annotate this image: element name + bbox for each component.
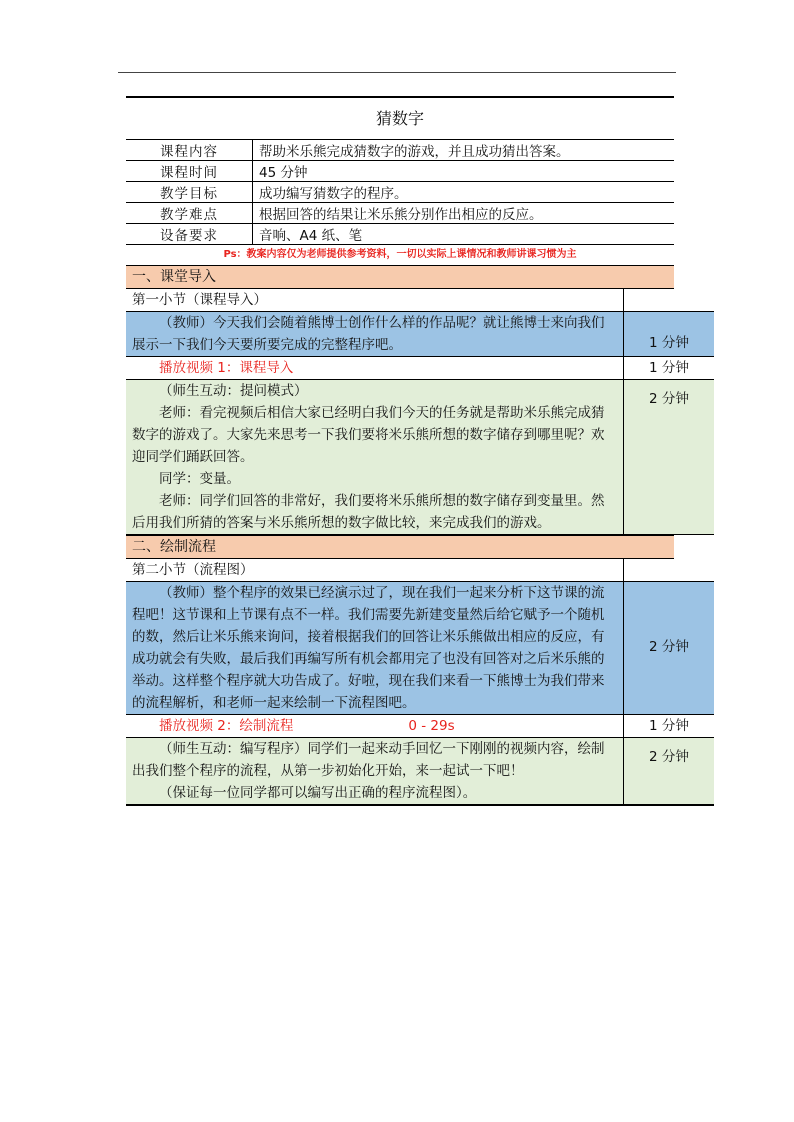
info-label: 课程时间 — [126, 161, 253, 182]
subsection-row — [126, 289, 714, 312]
info-row-content — [126, 140, 674, 161]
duration: 1 分钟 — [623, 312, 714, 357]
time-cell — [623, 559, 714, 582]
section-heading: 一、课堂导入 — [126, 265, 674, 289]
interaction-line: 老师：同学们回答的非常好，我们要将米乐熊所想的数字储存到变量里。然后用我们所猜的答案与米乐熊所想的数字做比较，来完成我们的游戏。 — [132, 493, 605, 531]
interaction-line: 同学：变量。 — [159, 471, 240, 487]
subsection-title: 第二小节（流程图） — [126, 559, 623, 582]
page-title: 猜数字 — [126, 96, 674, 140]
teacher-text: （教师）整个程序的效果已经演示过了，现在我们一起来分析下这节课的流程吧！这节课和上节课有点不一样。我们需要先新建变量然后给它赋予一个随机的数，然后让米乐熊来询问，接着根据我们的回答让米乐熊做出相应的反应，有成功就会有失败，最后我们再编写所有机会都用完了也没有回答对之后米乐熊的举动。这样整个程序就大功告成了。好啦，现在我们来看一下熊博士为我们带来的流程解析，和老师一起来绘制一下流程图吧。 — [132, 585, 605, 711]
teacher-text-cell — [126, 312, 623, 357]
video-time-range: 0 - 29s — [408, 718, 455, 734]
teacher-text: （教师）今天我们会随着熊博士创作什么样的作品呢？就让熊博士来向我们展示一下我们今天要所要完成的完整程序吧。 — [132, 315, 605, 353]
info-value: 45 分钟 — [253, 161, 675, 182]
duration: 2 分钟 — [623, 582, 714, 715]
info-label: 教学目标 — [126, 182, 253, 203]
interaction-line: （师生互动：提问模式） — [159, 383, 308, 399]
subsection-title: 第一小节（课程导入） — [126, 289, 623, 312]
interaction-line: （保证每一位同学都可以编写出正确的程序流程图）。 — [159, 785, 477, 801]
info-label: 教学难点 — [126, 203, 253, 224]
video-cell — [126, 715, 623, 738]
lesson-plan-sheet — [126, 96, 689, 806]
video-row — [126, 715, 714, 738]
video-label: 播放视频 1：课程导入 — [159, 360, 294, 376]
course-info-table — [126, 140, 674, 245]
info-value: 音响、A4 纸、笔 — [253, 224, 675, 245]
duration: 1 分钟 — [623, 357, 714, 380]
teacher-row — [126, 312, 714, 357]
time-cell — [623, 289, 714, 312]
interaction-row — [126, 738, 714, 806]
interaction-cell — [126, 380, 623, 535]
info-value: 成功编写猜数字的程序。 — [253, 182, 675, 203]
section-1-table — [126, 289, 714, 535]
info-label: 课程内容 — [126, 140, 253, 161]
interaction-cell — [126, 738, 623, 806]
subsection-row — [126, 559, 714, 582]
page-header-rule — [118, 72, 676, 73]
section-heading: 二、绘制流程 — [126, 535, 674, 559]
interaction-line: （师生互动：编写程序）同学们一起来动手回忆一下刚刚的视频内容，绘制出我们整个程序的流程，从第一步初始化开始，来一起试一下吧！ — [132, 741, 605, 779]
info-value: 根据回答的结果让米乐熊分别作出相应的反应。 — [253, 203, 675, 224]
duration: 2 分钟 — [623, 738, 714, 806]
interaction-line: 老师：看完视频后相信大家已经明白我们今天的任务就是帮助米乐熊完成猜数字的游戏了。大家先来思考一下我们要将米乐熊所想的数字储存到哪里呢？欢迎同学们踊跃回答。 — [132, 405, 605, 465]
interaction-row — [126, 380, 714, 535]
info-label: 设备要求 — [126, 224, 253, 245]
video-label — [132, 715, 609, 737]
video-row — [126, 357, 714, 380]
info-row-goal — [126, 182, 674, 203]
info-row-difficulty — [126, 203, 674, 224]
ps-note: Ps：教案内容仅为老师提供参考资料，一切以实际上课情况和教师讲课习惯为主 — [223, 249, 577, 260]
video-title: 播放视频 2：绘制流程 — [159, 718, 294, 734]
info-row-equipment — [126, 224, 674, 245]
info-row-time — [126, 161, 674, 182]
teacher-row — [126, 582, 714, 715]
info-value: 帮助米乐熊完成猜数字的游戏，并且成功猜出答案。 — [253, 140, 675, 161]
duration: 2 分钟 — [623, 380, 714, 535]
teacher-text-cell — [126, 582, 623, 715]
duration: 1 分钟 — [623, 715, 714, 738]
section-2-table — [126, 559, 714, 806]
video-cell — [126, 357, 623, 380]
